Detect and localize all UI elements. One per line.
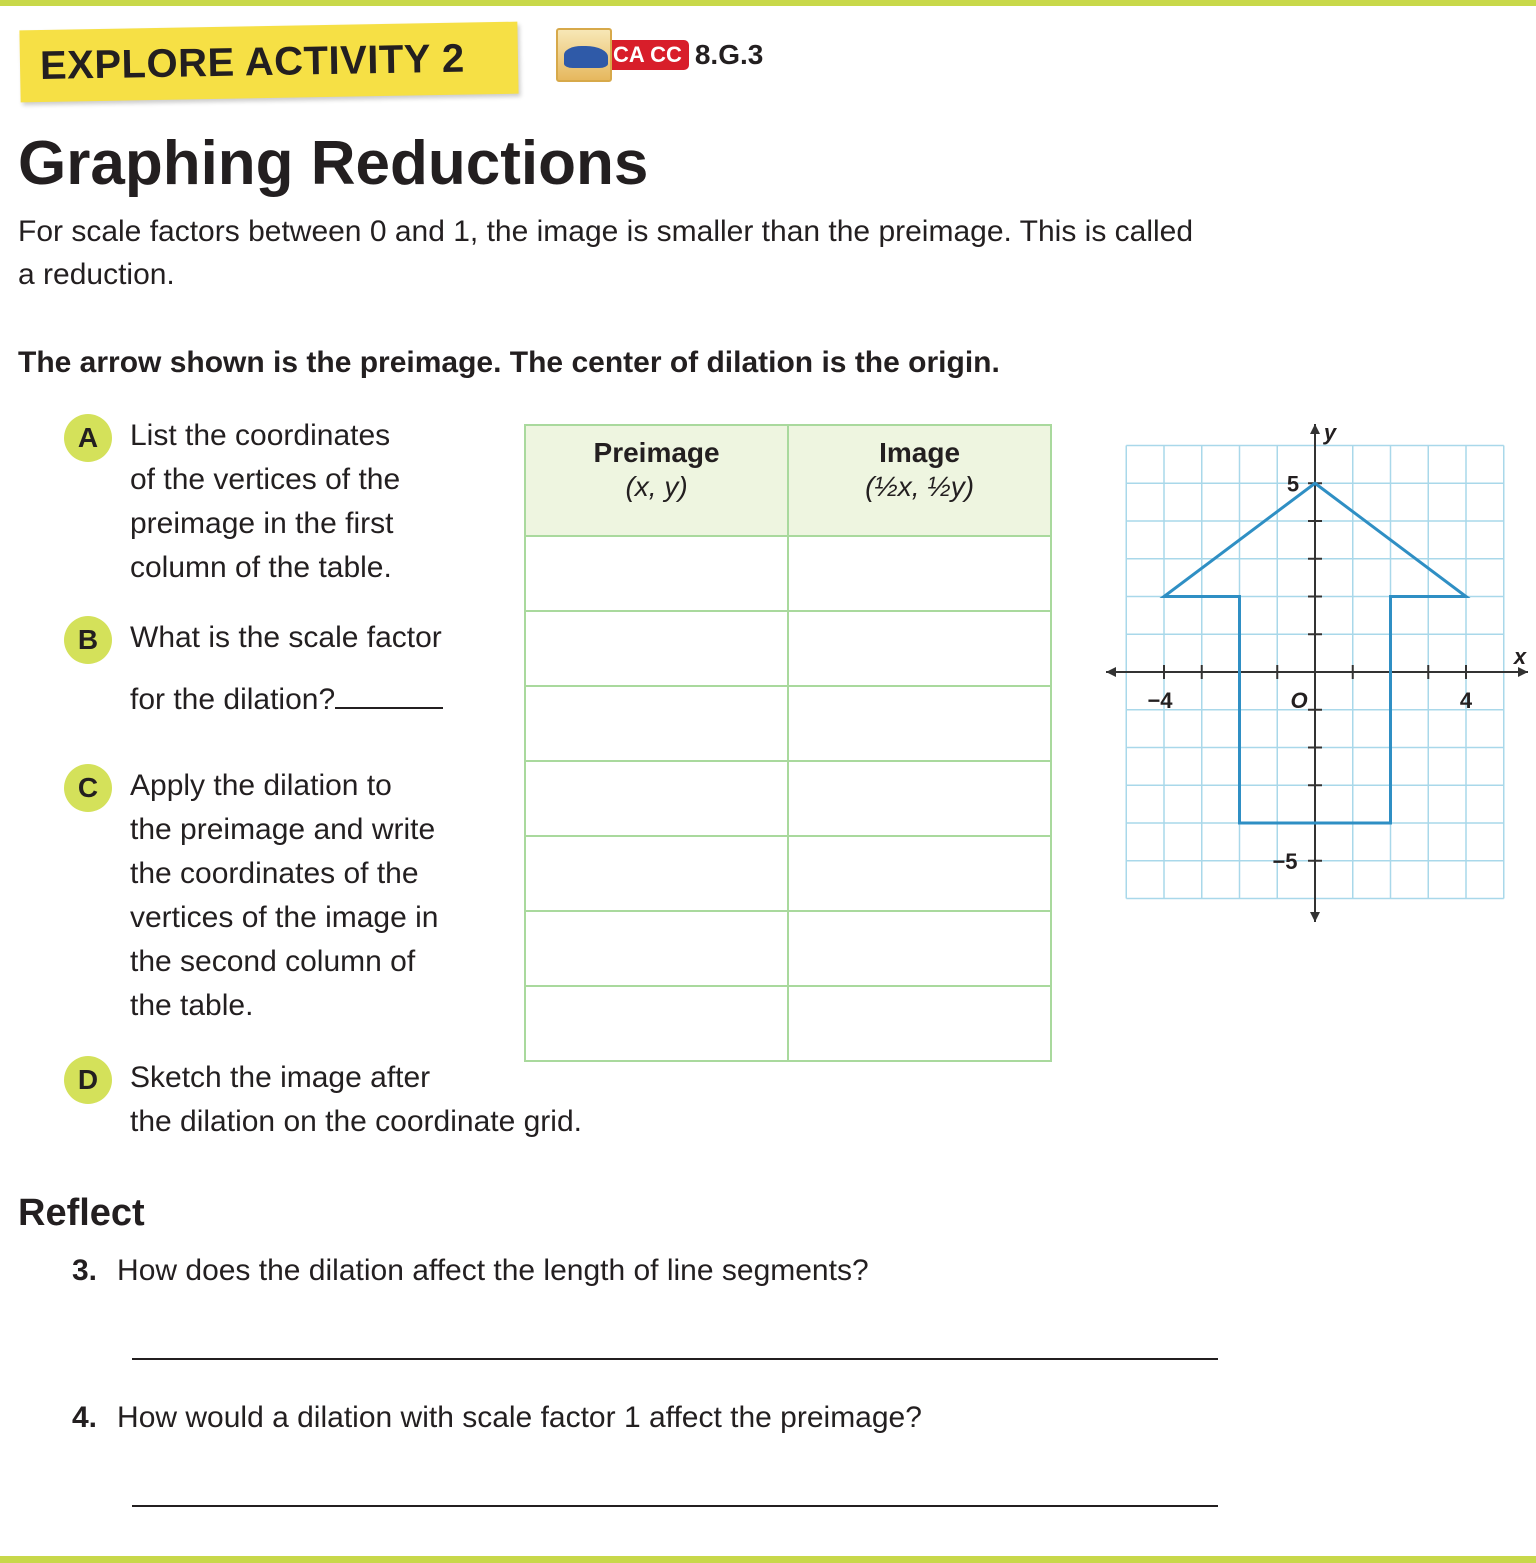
step-letter: D (64, 1056, 112, 1104)
step-text: the second column of (130, 945, 416, 978)
preimage-header: Preimage (x, y) (525, 425, 788, 536)
image-cell[interactable] (788, 536, 1051, 611)
table-row (525, 836, 1051, 911)
instruction-text: The arrow shown is the preimage. The center of dilation is the origin. (18, 346, 1000, 379)
coordinates-table (524, 424, 1052, 1062)
bottom-border (0, 1556, 1536, 1563)
banner-label: EXPLORE ACTIVITY 2 (39, 36, 466, 88)
step-text: for the dilation? (130, 683, 336, 716)
step-text: What is the scale factor (130, 621, 442, 654)
image-cell[interactable] (788, 911, 1051, 986)
tick-label-neg5: −5 (1272, 848, 1298, 874)
step-b (64, 616, 443, 722)
coordinate-grid[interactable] (1100, 410, 1536, 940)
image-cell[interactable] (788, 761, 1051, 836)
question-3: 3. How does the dilation affect the length of line segments? (72, 1254, 869, 1287)
step-text: Sketch the image after (130, 1061, 431, 1094)
preimage-cell[interactable] (525, 536, 788, 611)
answer-line-4[interactable] (132, 1505, 1218, 1507)
step-text: preimage in the first (130, 507, 394, 540)
origin-label: O (1290, 688, 1308, 713)
step-text: the preimage and write (130, 813, 436, 846)
image-cell[interactable] (788, 986, 1051, 1061)
table-row (525, 611, 1051, 686)
step-text: column of the table. (130, 551, 392, 584)
image-header: Image (½x, ½y) (788, 425, 1051, 536)
standard-code: 8.G.3 (694, 39, 764, 70)
page-title: Graphing Reductions (18, 129, 649, 198)
scale-factor-blank[interactable] (335, 679, 443, 709)
step-text: Apply the dilation to (130, 769, 392, 802)
table-row (525, 911, 1051, 986)
preimage-cell[interactable] (525, 761, 788, 836)
step-text: vertices of the image in (130, 901, 439, 934)
preimage-cell[interactable] (525, 686, 788, 761)
step-letter: B (64, 616, 112, 664)
step-a (64, 414, 400, 590)
tick-label-5: 5 (1286, 471, 1300, 497)
activity-banner (19, 22, 518, 103)
y-axis-label: y (1323, 420, 1337, 445)
image-cell[interactable] (788, 611, 1051, 686)
answer-line-3[interactable] (132, 1358, 1218, 1360)
step-d (64, 1056, 582, 1144)
question-4: 4. How would a dilation with scale factor 1 affect the preimage? (72, 1401, 922, 1434)
bear-icon (556, 28, 612, 82)
step-text: the table. (130, 989, 254, 1022)
x-axis-label: x (1513, 644, 1527, 669)
preimage-cell[interactable] (525, 986, 788, 1061)
step-text: the coordinates of the (130, 857, 419, 890)
table-row (525, 761, 1051, 836)
table-row (525, 536, 1051, 611)
tick-label-4: 4 (1459, 688, 1473, 713)
step-text: of the vertices of the (130, 463, 401, 496)
preimage-cell[interactable] (525, 611, 788, 686)
step-text: the dilation on the coordinate grid. (130, 1105, 582, 1138)
reflect-heading: Reflect (18, 1192, 145, 1234)
image-cell[interactable] (788, 686, 1051, 761)
step-letter: A (64, 414, 112, 462)
tick-label-neg4: −4 (1147, 688, 1173, 713)
standard-badge (556, 28, 763, 82)
intro-text: For scale factors between 0 and 1, the image is smaller than the preimage. This is called a reduction. (18, 215, 1194, 291)
table-row (525, 686, 1051, 761)
top-border (0, 0, 1536, 6)
preimage-cell[interactable] (525, 836, 788, 911)
image-cell[interactable] (788, 836, 1051, 911)
table-row (525, 986, 1051, 1061)
cacc-label: CA CC (606, 40, 689, 70)
step-text: List the coordinates (130, 419, 391, 452)
preimage-cell[interactable] (525, 911, 788, 986)
step-c (64, 764, 438, 1028)
step-letter: C (64, 764, 112, 812)
